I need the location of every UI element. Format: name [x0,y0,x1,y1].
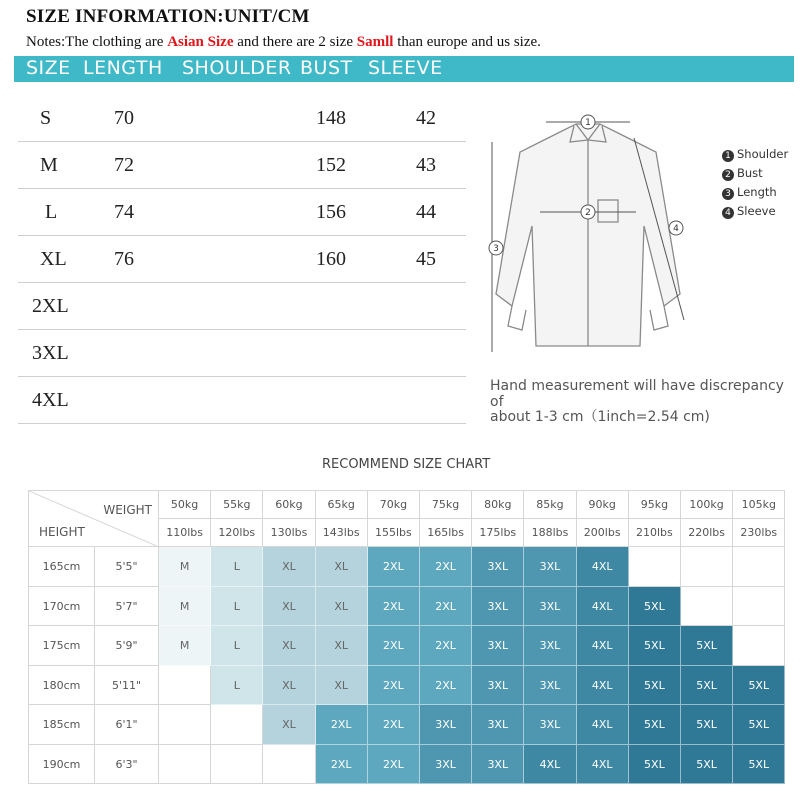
size-cell: 3XL [524,705,576,745]
size-cell: 2XL [420,666,472,706]
empty-cell [629,547,681,587]
size-cell: L [211,666,263,706]
size-cell: XL [316,587,368,627]
height-ft: 6'1" [95,705,159,745]
size-cell: 2XL [368,587,420,627]
notes-suffix: than europe and us size. [393,34,541,50]
weight-lbs: 165lbs [420,519,472,547]
size-cell: 3XL [420,705,472,745]
size-cell: 2XL [368,705,420,745]
size-cell: 5XL [733,666,785,706]
size-cell: 2XL [368,666,420,706]
page-title: SIZE INFORMATION:UNIT/CM [26,6,310,27]
row-size: 4XL [32,389,69,411]
legend-num: 3 [722,188,734,200]
height-ft: 5'11" [95,666,159,706]
weight-label: WEIGHT [103,503,152,517]
weight-kg: 75kg [420,491,472,519]
size-cell: 3XL [472,626,524,666]
size-cell: 4XL [577,547,629,587]
discrepancy-note-line1: Hand measurement will have discrepancy of [490,378,784,410]
weight-kg: 95kg [629,491,681,519]
legend-label: Shoulder [737,147,789,161]
empty-cell [159,745,211,785]
legend-num: 4 [722,207,734,219]
row-sleeve: 42 [416,107,436,129]
legend-label: Sleeve [737,204,776,218]
weight-kg: 100kg [681,491,733,519]
size-cell: 2XL [420,547,472,587]
size-cell: 5XL [681,705,733,745]
notes-middle: and there are 2 size [233,34,357,50]
size-cell: 3XL [524,587,576,627]
empty-cell [159,705,211,745]
size-cell: M [159,587,211,627]
row-size: 2XL [32,295,69,317]
measurement-row [18,95,466,142]
legend-shoulder [722,147,788,162]
size-cell: 5XL [629,666,681,706]
size-cell: XL [263,705,315,745]
row-sleeve: 44 [416,201,436,223]
row-size: M [40,154,58,176]
height-ft: 5'7" [95,587,159,627]
size-cell: 3XL [472,705,524,745]
size-cell: XL [263,587,315,627]
height-cm: 170cm [29,587,95,627]
row-sleeve: 43 [416,154,436,176]
size-cell: L [211,547,263,587]
size-cell: 2XL [368,745,420,785]
row-bust: 160 [316,248,346,270]
size-cell: 4XL [577,745,629,785]
weight-lbs: 120lbs [211,519,263,547]
weight-lbs: 188lbs [524,519,576,547]
measurement-row [18,330,466,377]
measurement-row [18,142,466,189]
size-cell: XL [316,626,368,666]
size-cell: 3XL [420,745,472,785]
empty-cell [733,626,785,666]
size-cell: XL [316,547,368,587]
size-cell: 2XL [316,745,368,785]
size-cell: 5XL [629,587,681,627]
weight-kg: 105kg [733,491,785,519]
weight-lbs: 200lbs [577,519,629,547]
weight-lbs: 143lbs [316,519,368,547]
empty-cell [733,587,785,627]
size-cell: 3XL [472,666,524,706]
empty-cell [211,705,263,745]
legend-num: 1 [722,150,734,162]
height-ft: 5'5" [95,547,159,587]
size-cell: 4XL [577,705,629,745]
weight-kg: 60kg [263,491,315,519]
size-cell: M [159,626,211,666]
legend-label: Bust [737,166,763,180]
empty-cell [211,745,263,785]
weight-kg: 80kg [472,491,524,519]
size-cell: 3XL [472,547,524,587]
legend-sleeve [722,204,776,219]
weight-kg: 90kg [577,491,629,519]
measurement-row [18,189,466,236]
row-size: S [40,107,52,129]
legend-label: Length [737,185,777,199]
notes-small: Samll [356,34,394,50]
size-cell: 5XL [681,666,733,706]
measurement-row [18,377,466,424]
size-cell: 4XL [577,666,629,706]
col-length: LENGTH [83,57,163,79]
legend-num: 2 [722,169,734,181]
empty-cell [681,587,733,627]
empty-cell [159,666,211,706]
col-bust: BUST [300,57,353,79]
weight-kg: 50kg [159,491,211,519]
size-cell: L [211,587,263,627]
size-cell: 3XL [472,745,524,785]
size-cell: 2XL [368,626,420,666]
size-cell: XL [263,626,315,666]
size-cell: XL [316,666,368,706]
height-cm: 190cm [29,745,95,785]
height-cm: 175cm [29,626,95,666]
height-ft: 5'9" [95,626,159,666]
size-cell: 2XL [316,705,368,745]
weight-lbs: 155lbs [368,519,420,547]
marker-2: 2 [585,208,591,218]
recommend-size-table [28,490,785,784]
marker-3: 3 [493,244,499,254]
recommend-chart-title: RECOMMEND SIZE CHART [322,457,491,472]
height-cm: 180cm [29,666,95,706]
row-length: 74 [114,201,134,223]
marker-4: 4 [673,224,679,234]
weight-lbs: 175lbs [472,519,524,547]
size-cell: M [159,547,211,587]
row-sleeve: 45 [416,248,436,270]
size-cell: 4XL [577,587,629,627]
measurement-row [18,236,466,283]
weight-lbs: 210lbs [629,519,681,547]
row-size: XL [40,248,67,270]
weight-lbs: 110lbs [159,519,211,547]
size-cell: XL [263,666,315,706]
size-cell: 5XL [629,626,681,666]
notes-asian-size: Asian Size [167,34,234,50]
size-notes [26,34,541,51]
shirt-diagram [488,108,688,358]
size-cell: 2XL [368,547,420,587]
row-size: L [45,201,58,223]
height-cm: 165cm [29,547,95,587]
size-cell: 5XL [733,705,785,745]
size-cell: XL [263,547,315,587]
size-cell: L [211,626,263,666]
size-cell: 3XL [524,547,576,587]
size-cell: 2XL [420,587,472,627]
weight-kg: 85kg [524,491,576,519]
weight-kg: 55kg [211,491,263,519]
height-ft: 6'3" [95,745,159,785]
size-cell: 4XL [524,745,576,785]
weight-kg: 65kg [316,491,368,519]
legend-bust [722,166,763,181]
col-sleeve: SLEEVE [368,57,443,79]
weight-height-corner [29,491,159,547]
empty-cell [733,547,785,587]
weight-lbs: 130lbs [263,519,315,547]
height-cm: 185cm [29,705,95,745]
row-size: 3XL [32,342,69,364]
size-cell: 4XL [577,626,629,666]
size-cell: 5XL [733,745,785,785]
col-size: SIZE [26,57,71,79]
empty-cell [681,547,733,587]
measurement-header-bar [14,56,794,82]
size-cell: 3XL [472,587,524,627]
empty-cell [263,745,315,785]
size-cell: 3XL [524,626,576,666]
size-cell: 2XL [420,626,472,666]
size-cell: 3XL [524,666,576,706]
weight-kg: 70kg [368,491,420,519]
size-cell: 5XL [629,705,681,745]
weight-lbs: 220lbs [681,519,733,547]
row-bust: 152 [316,154,346,176]
marker-1: 1 [585,118,591,128]
weight-lbs: 230lbs [733,519,785,547]
row-length: 76 [114,248,134,270]
measurement-row [18,283,466,330]
row-length: 70 [114,107,134,129]
size-cell: 5XL [681,745,733,785]
size-cell: 5XL [681,626,733,666]
notes-prefix: Notes:The clothing are [26,34,168,50]
col-shoulder: SHOULDER [182,57,292,79]
row-length: 72 [114,154,134,176]
legend-length [722,185,777,200]
row-bust: 148 [316,107,346,129]
height-label: HEIGHT [39,525,85,539]
size-cell: 5XL [629,745,681,785]
discrepancy-note-line2: about 1-3 cm（1inch=2.54 cm) [490,409,710,425]
row-bust: 156 [316,201,346,223]
